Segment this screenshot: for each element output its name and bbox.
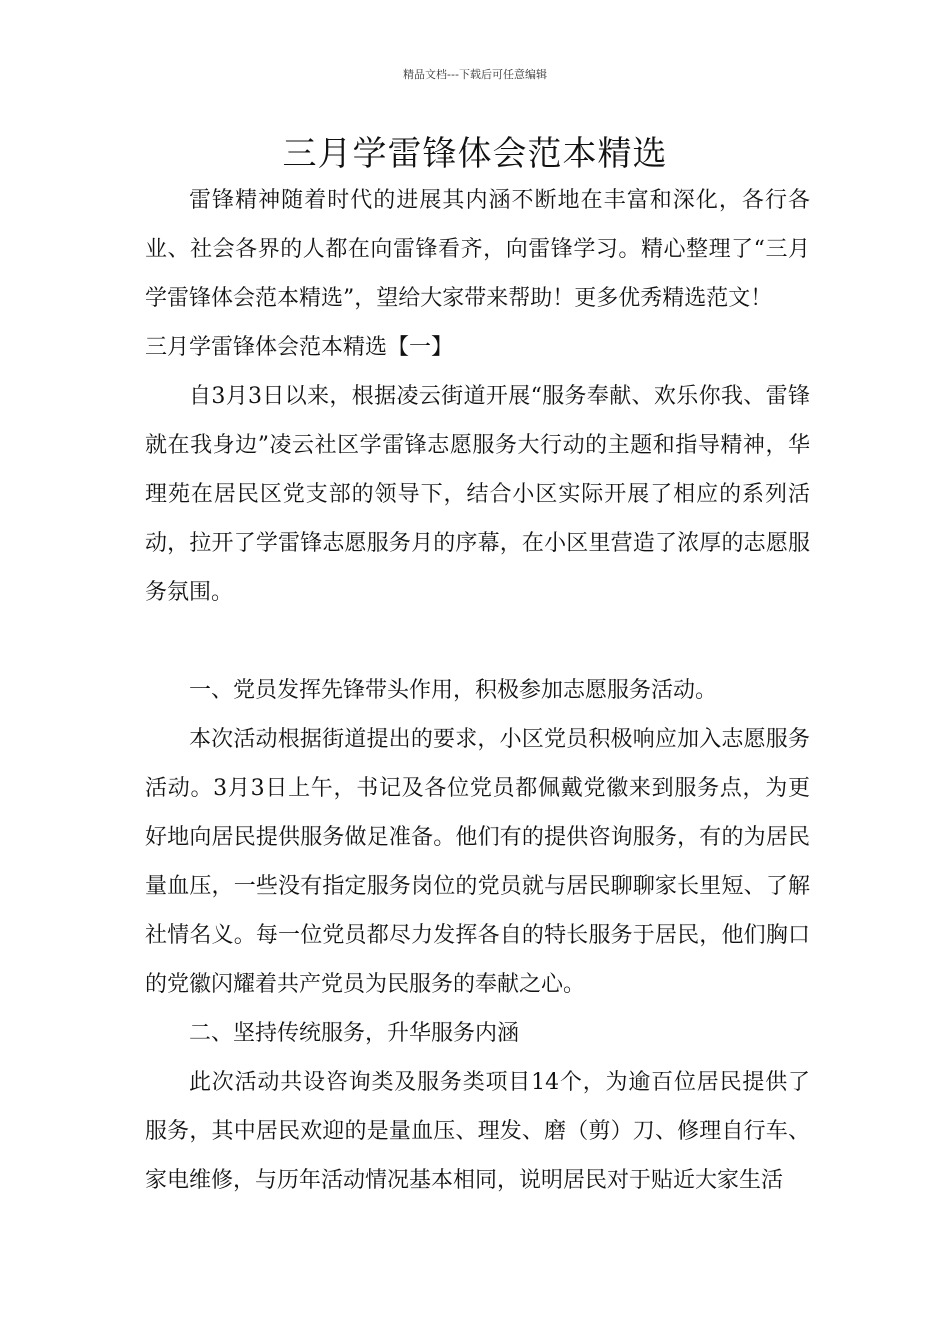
intro-paragraph: 雷锋精神随着时代的进展其内涵不断地在丰富和深化，各行各业、社会各界的人都在向雷锋看齐，向雷锋学习。精心整理了“三月学雷锋体会范本精选”，望给大家带来帮助！更多优秀精选范文！ [145, 188, 810, 311]
heading-2: 二、坚持传统服务，升华服务内涵 [189, 1021, 520, 1046]
document-title: 三月学雷锋体会范本精选 [282, 134, 668, 174]
paragraph-2: 本次活动根据街道提出的要求，小区党员积极响应加入志愿服务活动。3月3日上午，书记及各位党员都佩戴党徽来到服务点，为更好地向居民提供服务做足准备。他们有的提供咨询服务，有的为居民量血压，一些没有指定服务岗位的党员就与居民聊聊家长里短、了解社情名义。每一位党员都尽力发挥各自的特长服务于居民，他们胸口的党徽闪耀着共产党员为民服务的奉献之心。 [145, 727, 810, 997]
document-body [145, 176, 810, 1205]
section-heading: 三月学雷锋体会范本精选【一】 [145, 335, 454, 360]
heading-1: 一、党员发挥先锋带头作用，积极参加志愿服务活动。 [189, 678, 718, 703]
paragraph-1: 自3月3日以来，根据凌云街道开展“服务奉献、欢乐你我、雷锋就在我身边”凌云社区学雷锋志愿服务大行动的主题和指导精神，华理苑在居民区党支部的领导下，结合小区实际开展了相应的系列活动，拉开了学雷锋志愿服务月的序幕，在小区里营造了浓厚的志愿服务氛围。 [145, 384, 810, 605]
header-note: 精品文档---下载后可任意编辑 [403, 68, 547, 81]
paragraph-3: 此次活动共设咨询类及服务类项目14个，为逾百位居民提供了服务，其中居民欢迎的是量血压、理发、磨（剪）刀、修理自行车、家电维修，与历年活动情况基本相同，说明居民对于贴近大家生活 [145, 1070, 810, 1193]
paragraph-gap [145, 617, 810, 666]
